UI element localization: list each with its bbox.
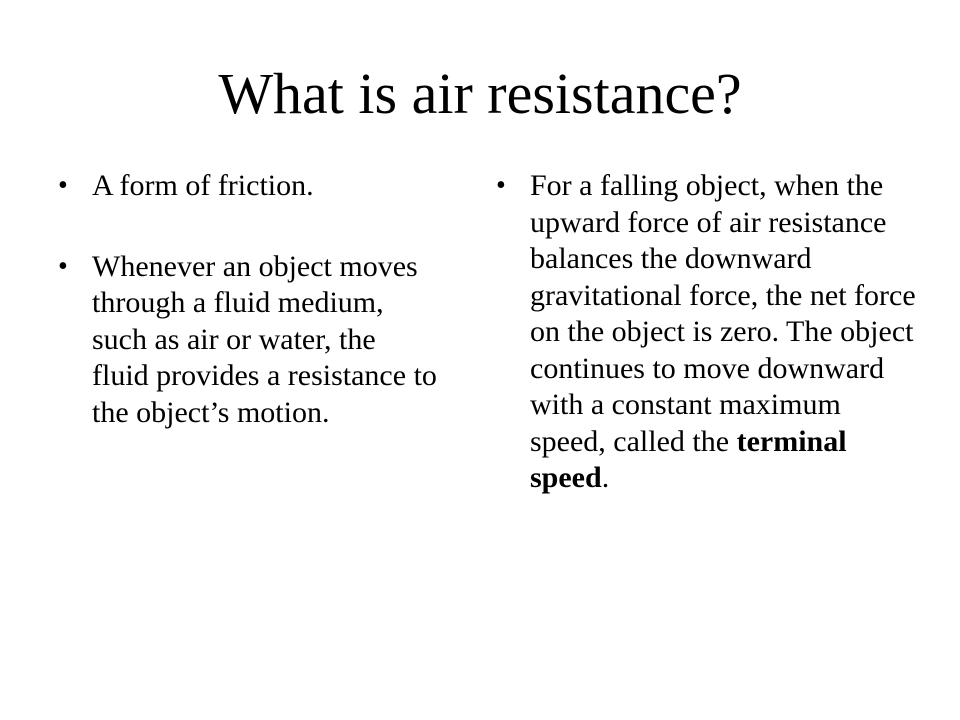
- bullet-icon: •: [58, 170, 68, 201]
- bullet-item: [496, 168, 916, 497]
- bullet-text: A form of friction.: [92, 169, 314, 202]
- left-bullet-list: [58, 168, 438, 431]
- bullet-text: [530, 168, 916, 497]
- right-bullet-list: [496, 168, 916, 497]
- bullet-icon: •: [496, 170, 506, 201]
- term-terminal-speed: terminal speed: [530, 424, 847, 494]
- bullet-text-end: .: [601, 461, 610, 494]
- bullet-text: Whenever an object moves through a fluid medium, such as air or water, the fluid provides a resistance to the object’s motion.: [92, 249, 437, 429]
- bullet-item: [58, 249, 438, 432]
- bullet-text-plain: For a falling object, when the upward force of air resistance balances the downward gravitational force, the net force on the object is zero. The object continues to move downward with a constant maximum speed, called the: [530, 169, 916, 458]
- bullet-item: [58, 168, 438, 205]
- bullet-icon: •: [58, 250, 68, 282]
- slide-title: What is air resistance?: [218, 61, 742, 126]
